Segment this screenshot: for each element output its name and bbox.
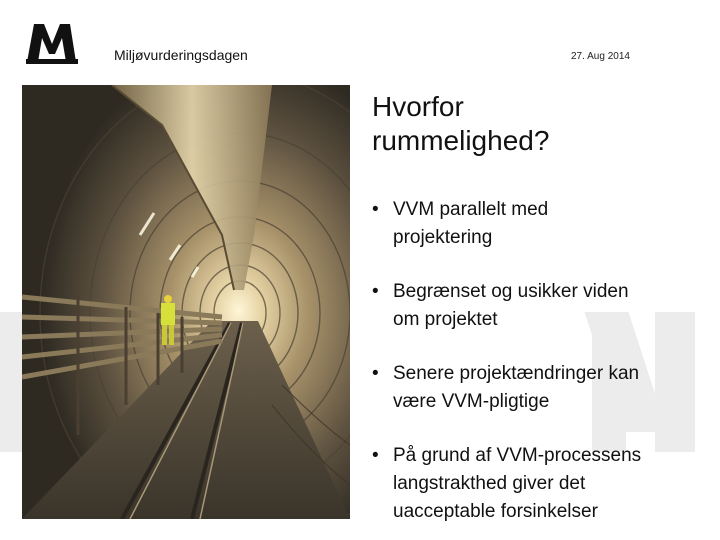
bullet-list <box>372 196 702 540</box>
slide-title-line-2: rummelighed? <box>372 125 550 156</box>
header-date: 27. Aug 2014 <box>571 51 630 62</box>
bullet-dot: • <box>372 363 379 384</box>
bullet-line: Senere projektændringer kan <box>393 363 640 384</box>
bullet-line: Begrænset og usikker viden <box>393 281 629 302</box>
slide-title <box>372 90 692 158</box>
bullet-line: På grund af VVM-processens <box>393 445 642 466</box>
bullet-item <box>372 196 702 252</box>
metro-m-logo-icon <box>24 22 80 66</box>
bullet-line: langstrakthed giver det <box>393 473 586 494</box>
tunnel-photo <box>22 85 350 519</box>
bullet-line: om projektet <box>393 309 498 330</box>
bullet-line: VVM parallelt med <box>393 199 549 220</box>
bullet-line: projektering <box>393 227 493 248</box>
bullet-item <box>372 278 702 334</box>
bullet-line: være VVM-pligtige <box>393 391 550 412</box>
header-title: Miljøvurderingsdagen <box>114 47 248 63</box>
bullet-dot: • <box>372 199 379 220</box>
bullet-item <box>372 442 702 526</box>
slide-title-line-1: Hvorfor <box>372 91 464 122</box>
bullet-line: uacceptable forsinkelser <box>393 501 598 522</box>
bullet-dot: • <box>372 445 379 466</box>
bullet-item <box>372 360 702 416</box>
bullet-dot: • <box>372 281 379 302</box>
